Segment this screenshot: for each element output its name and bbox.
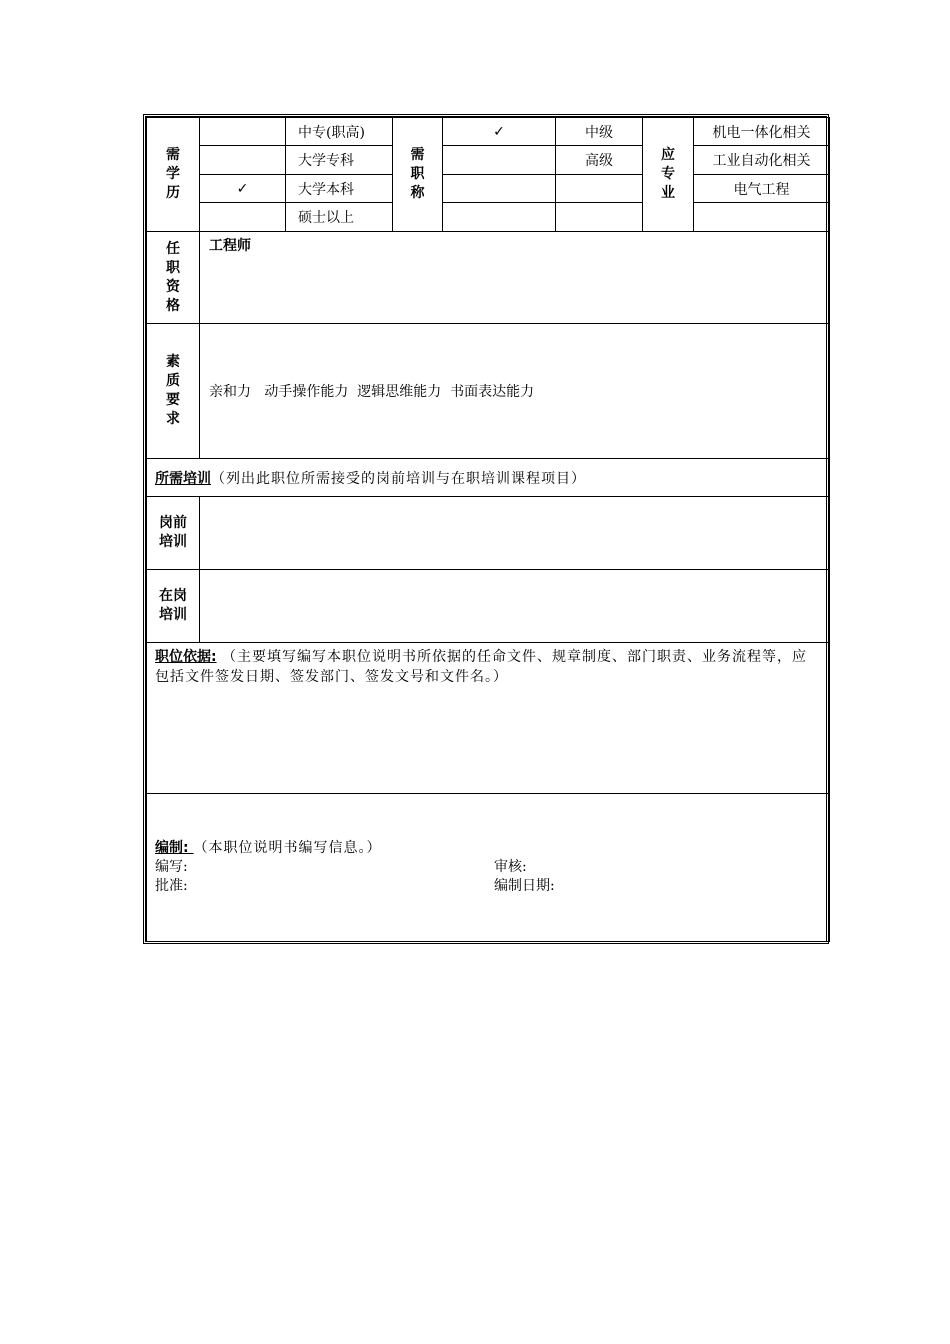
- quality-value[interactable]: 亲和力 动手操作能力 逻辑思维能力 书面表达能力: [200, 324, 830, 459]
- title-option-2: 高级: [556, 146, 643, 175]
- education-check-4[interactable]: [200, 203, 286, 232]
- major-item-4: [694, 203, 830, 232]
- reviewer-label[interactable]: 审核:: [494, 859, 527, 875]
- title-check-2[interactable]: [443, 146, 556, 175]
- training-heading: 所需培训: [155, 470, 211, 487]
- education-option-2: 大学专科: [286, 146, 393, 175]
- approver-label[interactable]: 批准:: [155, 878, 188, 894]
- qualification-cell[interactable]: [200, 232, 830, 324]
- pre-training-label: 岗前 培训: [147, 497, 200, 570]
- education-option-1: 中专(职高): [286, 118, 393, 146]
- compile-cell: [147, 794, 830, 942]
- basis-note: （主要填写编写本职位说明书所依据的任命文件、规章制度、部门职责、业务流程等，应包括文件签发日期、签发部门、签发文号和文件名。）: [155, 649, 808, 685]
- quality-label: 素 质 要 求: [147, 324, 200, 459]
- education-option-3: 大学本科: [286, 175, 393, 203]
- title-option-1: 中级: [556, 118, 643, 146]
- qualification-value: 工程师: [209, 238, 251, 254]
- basis-heading: 职位依据:: [155, 649, 217, 665]
- title-label: 需 职 称: [393, 118, 443, 232]
- compile-note: （本职位说明书编写信息。）: [193, 840, 382, 856]
- requirements-table: [146, 117, 830, 942]
- education-check-1[interactable]: [200, 118, 286, 146]
- pre-training-value[interactable]: [200, 497, 830, 570]
- basis-cell[interactable]: [147, 643, 830, 794]
- form-inner-border: [145, 116, 827, 942]
- title-option-3: [556, 175, 643, 203]
- title-option-4: [556, 203, 643, 232]
- onjob-training-value[interactable]: [200, 570, 830, 643]
- date-label[interactable]: 编制日期:: [494, 878, 555, 894]
- education-option-4: 硕士以上: [286, 203, 393, 232]
- job-description-form: [143, 114, 829, 944]
- education-label: 需 学 历: [147, 118, 200, 232]
- onjob-training-label: 在岗 培训: [147, 570, 200, 643]
- writer-label[interactable]: 编写:: [155, 859, 188, 875]
- qualification-label: 任 职 资 格: [147, 232, 200, 324]
- major-label: 应 专 业: [643, 118, 694, 232]
- training-heading-row: [147, 459, 830, 497]
- education-check-3[interactable]: ✓: [200, 175, 286, 203]
- major-item-3: 电气工程: [694, 175, 830, 203]
- title-check-1[interactable]: ✓: [443, 118, 556, 146]
- title-check-4[interactable]: [443, 203, 556, 232]
- training-note: （列出此职位所需接受的岗前培训与在职培训课程项目）: [211, 470, 586, 487]
- major-item-2: 工业自动化相关: [694, 146, 830, 175]
- compile-heading: 编制:: [155, 840, 194, 856]
- title-check-3[interactable]: [443, 175, 556, 203]
- major-item-1: 机电一体化相关: [694, 118, 830, 146]
- education-check-2[interactable]: [200, 146, 286, 175]
